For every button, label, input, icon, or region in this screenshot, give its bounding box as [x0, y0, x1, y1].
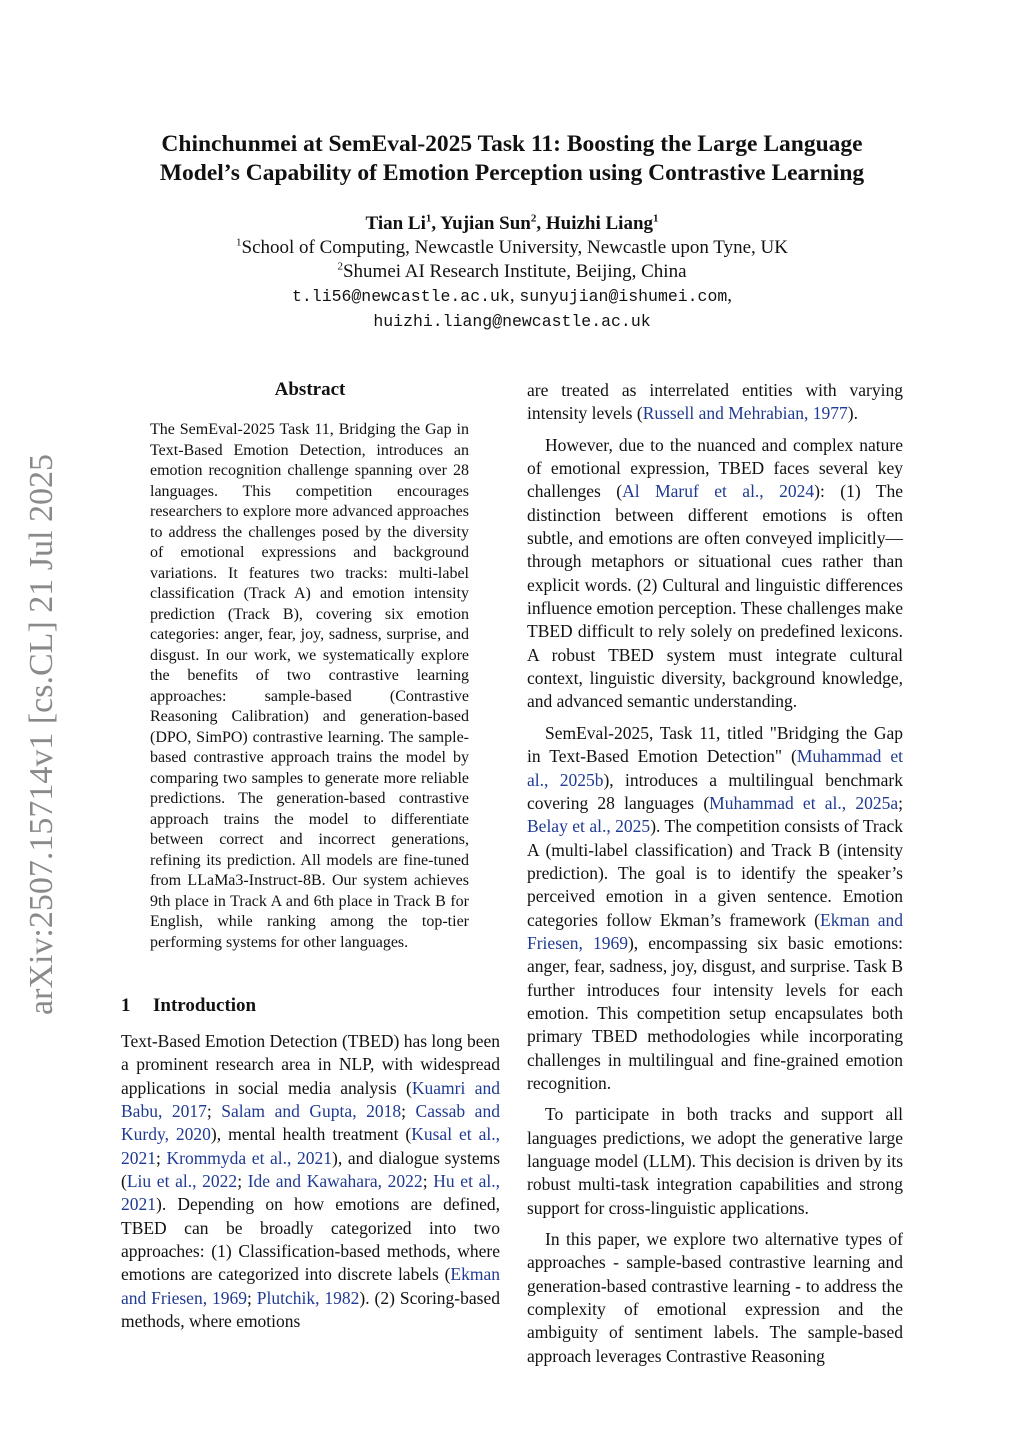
section-number: 1	[121, 995, 131, 1016]
citation-link[interactable]: Muhammad et al., 2025a	[709, 792, 899, 813]
body-text: ;	[401, 1101, 416, 1122]
citation-link[interactable]: Krommyda et al., 2021	[166, 1147, 333, 1168]
intro-paragraph-4: To participate in both tracks and support all languages predictions, we adopt the generative large language model (LLM). This decision is driven by its robust multi-task integration capabilities and strong support for cross-linguistic applications.	[527, 1104, 903, 1218]
title-line-1: Chinchunmei at SemEval-2025 Task 11: Boosting the Large Language	[161, 131, 863, 157]
citation-link[interactable]: Muhammad et al., 2025b	[527, 746, 903, 790]
separator: ,	[509, 285, 520, 306]
citation-link[interactable]: Cassab and Kurdy, 2020	[121, 1101, 500, 1145]
body-text: SemEval-2025, Task 11, titled "Bridging the Gap in Text-Based Emotion Detection" (	[527, 722, 903, 767]
body-text: ), encompassing six basic emotions: anger, fear, sadness, joy, disgust, and surprise. Task B further introduces four intensity levels for each emotion. This competition setup encapsulates both primary TBED methodologies while incorporating challenges in multilingual and fine-grained emotion recognition.	[527, 932, 903, 1093]
intro-paragraph-1	[121, 1030, 500, 1333]
intro-paragraph-3	[527, 722, 903, 1096]
email-link[interactable]: huizhi.liang@newcastle.ac.uk	[373, 312, 651, 331]
body-text: ;	[898, 792, 903, 813]
author-block	[100, 212, 924, 334]
body-text: Text-Based Emotion Detection (TBED) has long been a prominent research area in NLP, with widespread applications in social media analysis (	[121, 1031, 500, 1098]
email-line-1	[100, 284, 924, 309]
body-text: ).	[847, 403, 858, 424]
intro-paragraph-2	[527, 434, 903, 714]
author-names	[100, 212, 924, 236]
paper-title	[100, 130, 924, 188]
section-title: Introduction	[153, 995, 257, 1016]
intro-paragraph-5: In this paper, we explore two alternative types of approaches - sample-based contrastive learning and generation-based contrastive learning - to address the complexity of emotional expression and the ambiguity of sentiment labels. The sample-based approach leverages Contrastive Reasoning	[527, 1229, 903, 1366]
email-link[interactable]: t.li56@newcastle.ac.uk	[291, 287, 510, 306]
author-affiliation-mark: 1	[653, 212, 659, 225]
affiliation-text: School of Computing, Newcastle University, Newcastle upon Tyne, UK	[241, 237, 788, 258]
section-heading-introduction	[121, 994, 501, 1018]
citation-link[interactable]: Kuamri and Babu, 2017	[121, 1077, 500, 1122]
citation-link[interactable]: Kusal et al., 2021	[121, 1124, 500, 1168]
separator: ,	[727, 285, 733, 306]
author-affiliation-mark: 2	[530, 212, 537, 225]
separator: ,	[536, 213, 546, 234]
separator: ,	[431, 213, 441, 234]
body-text: ;	[156, 1147, 167, 1168]
citation-link[interactable]: Hu et al., 2021	[121, 1171, 500, 1215]
body-text: ;	[422, 1171, 434, 1192]
citation-link[interactable]: Liu et al., 2022	[126, 1171, 238, 1192]
body-text: However, due to the nuanced and complex nature of emotional expression, TBED faces several key challenges (	[527, 434, 903, 502]
arxiv-identifier-stamp: arXiv:2507.15714v1 [cs.CL] 21 Jul 2025	[23, 454, 60, 1015]
intro-paragraph-1-continued	[527, 379, 903, 426]
author-name: Huizhi Liang	[545, 213, 654, 234]
affiliation-2	[100, 260, 924, 284]
affiliation-text: Shumei AI Research Institute, Beijing, China	[342, 261, 687, 282]
affiliation-1	[100, 236, 924, 260]
email-link[interactable]: sunyujian@ishumei.com	[519, 287, 728, 306]
body-text: ;	[206, 1101, 222, 1122]
affiliation-mark: 1	[236, 236, 242, 249]
email-line-2	[100, 309, 924, 334]
author-name: Tian Li	[365, 213, 426, 234]
citation-link[interactable]: Russell and Mehrabian, 1977	[642, 403, 848, 424]
citation-link[interactable]: Ekman and Friesen, 1969	[121, 1264, 500, 1308]
body-text: ): (1) The distinction between different emotions is often subtle, and emotions are often conveyed implicitly—through metaphors or situational cues rather than explicit words. (2) Cultural and linguistic differences influence emotion perception. These challenges make TBED difficult to rely solely on predefined lexicons. A robust TBED system must integrate cultural context, linguistic diversity, background knowledge, and advanced semantic understanding.	[527, 481, 903, 712]
citation-link[interactable]: Belay et al., 2025	[527, 816, 651, 837]
body-text: ), mental health treatment (	[210, 1124, 412, 1145]
body-text: are treated as interrelated entities with varying intensity levels (	[527, 380, 903, 424]
body-text: ), introduces a multilingual benchmark covering 28 languages (	[527, 769, 903, 813]
right-column	[527, 379, 903, 1376]
body-text: ;	[237, 1171, 248, 1192]
citation-link[interactable]: Al Maruf et al., 2024	[622, 481, 815, 502]
body-text: ). Depending on how emotions are defined, TBED can be broadly categorized into two approaches: (1) Classification-based methods, where emotions are categorized into discrete labels (	[121, 1194, 500, 1285]
affiliation-mark: 2	[337, 260, 343, 273]
citation-link[interactable]: Salam and Gupta, 2018	[221, 1101, 402, 1122]
citation-link[interactable]: Plutchik, 1982	[256, 1287, 360, 1308]
body-text: ), and dialogue systems (	[121, 1147, 501, 1192]
body-text: ;	[247, 1287, 257, 1308]
citation-link[interactable]: Ekman and Friesen, 1969	[527, 909, 903, 953]
author-affiliation-mark: 1	[425, 212, 432, 225]
citation-link[interactable]: Ide and Kawahara, 2022	[247, 1171, 423, 1192]
title-line-2: Model’s Capability of Emotion Perception using Contrastive Learning	[159, 160, 865, 186]
body-text: ). (2) Scoring-based methods, where emotions	[121, 1287, 500, 1332]
author-name: Yujian Sun	[440, 213, 531, 234]
abstract-heading: Abstract	[274, 379, 346, 400]
abstract-text: The SemEval-2025 Task 11, Bridging the Gap in Text-Based Emotion Detection, introduces an emotion recognition challenge spanning over 28 languages. This competition encourages researchers to explore more advanced approaches to address the challenges posed by the diversity of emotional expressions and background variations. It features two tracks: multi-label classification (Track A) and emotion intensity prediction (Track B), covering six emotion categories: anger, fear, joy, sadness, surprise, and disgust. In our work, we systematically explore the benefits of two contrastive learning approaches: sample-based (Contrastive Reasoning Calibration) and generation-based (DPO, SimPO) contrastive learning. The sample-based contrastive approach trains the model by comparing two samples to generate more reliable predictions. The generation-based contrastive approach trains the model to differentiate between correct and incorrect generations, refining its prediction. All models are fine-tuned from LLaMa3-Instruct-8B. Our system achieves 9th place in Track A and 6th place in Track B for English, while ranking among the top-tier performing systems for other languages.	[150, 421, 469, 951]
body-text: ). The competition consists of Track A (multi-label classification) and Track B (intensity prediction). The goal is to identify the speaker’s perceived emotion in a given sentence. Emotion categories follow Ekman’s framework (	[527, 816, 904, 930]
